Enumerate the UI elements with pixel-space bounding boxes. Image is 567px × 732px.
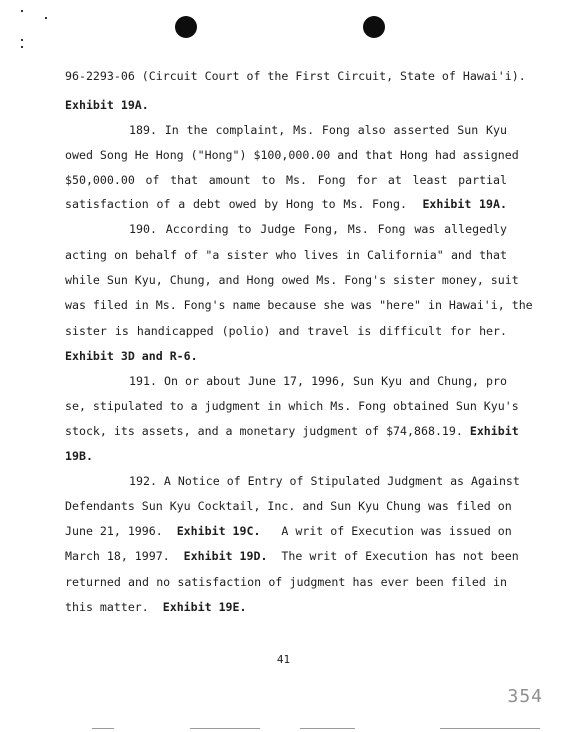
text-run: se, stipulated to a judgment in which Ms. Fong obtained Sun Kyu's — [65, 399, 519, 413]
footer-rule — [190, 728, 260, 729]
text-run: The writ of Execution has not been — [267, 549, 519, 563]
text-line — [65, 474, 520, 488]
text-run: owed Song He Hong ("Hong") $100,000.00 and that Hong had assigned — [65, 148, 519, 162]
exhibit-reference: Exhibit 3D and R-6. — [65, 349, 198, 363]
scan-speck — [21, 39, 23, 41]
text-run: 190. According to Judge Fong, Ms. Fong was allegedly — [129, 222, 507, 236]
text-run: stock, its assets, and a monetary judgment of $74,868.19. — [65, 424, 470, 438]
text-line — [65, 173, 507, 187]
text-run: June 21, 1996. — [65, 524, 177, 538]
exhibit-reference: Exhibit 19A. — [422, 197, 507, 211]
text-run: Defendants Sun Kyu Cocktail, Inc. and Sun Kyu Chung was filed on — [65, 499, 512, 513]
punch-hole-right — [363, 16, 385, 38]
exhibit-reference: Exhibit 19A. — [65, 98, 149, 112]
page-number: 41 — [276, 653, 291, 666]
scan-speck — [45, 17, 47, 19]
text-line — [65, 399, 519, 413]
text-line — [65, 98, 149, 112]
text-line — [65, 148, 519, 162]
text-line — [65, 549, 519, 563]
text-run: while Sun Kyu, Chung, and Hong owed Ms. Fong's sister money, suit — [65, 273, 519, 287]
text-line — [65, 449, 93, 463]
text-run: satisfaction of a debt owed by Hong to Ms. Fong. — [65, 197, 423, 211]
text-line — [65, 298, 533, 312]
footer-rule — [300, 728, 355, 729]
text-run: 96-2293-06 (Circuit Court of the First Circuit, State of Hawai'i). — [65, 69, 526, 83]
text-line — [65, 600, 247, 614]
text-run: $50,000.00 of that amount to Ms. Fong for at least partial — [65, 173, 507, 187]
footer-rule — [440, 728, 540, 729]
text-line — [65, 248, 507, 262]
text-run: 189. In the complaint, Ms. Fong also asserted Sun Kyu — [129, 123, 507, 137]
text-run: sister is handicapped (polio) and travel is difficult for her. — [65, 324, 507, 338]
text-line — [65, 324, 507, 338]
text-run: was filed in Ms. Fong's name because she was "here" in Hawai'i, the — [65, 298, 533, 312]
text-run: 192. A Notice of Entry of Stipulated Judgment as Against — [129, 474, 520, 488]
footer-rule — [92, 728, 114, 729]
text-line — [65, 524, 512, 538]
text-line — [65, 123, 507, 137]
text-run: A writ of Execution was issued on — [260, 524, 512, 538]
text-run: 191. On or about June 17, 1996, Sun Kyu and Chung, pro — [129, 374, 507, 388]
exhibit-reference: Exhibit 19D. — [183, 549, 268, 563]
text-line — [65, 197, 507, 211]
text-line — [65, 374, 507, 388]
text-line — [65, 273, 519, 287]
text-line — [65, 499, 512, 513]
scan-speck — [21, 10, 23, 12]
exhibit-reference: 19B. — [65, 449, 93, 463]
bates-stamp: 354 — [507, 686, 543, 707]
text-line — [65, 575, 507, 589]
text-run: returned and no satisfaction of judgment has ever been filed in — [65, 575, 507, 589]
text-line — [65, 424, 519, 438]
text-run: acting on behalf of "a sister who lives in California" and that — [65, 248, 507, 262]
text-run: this matter. — [65, 600, 163, 614]
text-line — [65, 69, 526, 83]
scan-speck — [21, 46, 23, 48]
text-run: March 18, 1997. — [65, 549, 184, 563]
exhibit-reference: Exhibit 19C. — [176, 524, 261, 538]
text-line — [65, 349, 198, 363]
punch-hole-left — [175, 16, 197, 38]
exhibit-reference: Exhibit 19E. — [162, 600, 247, 614]
exhibit-reference: Exhibit — [469, 424, 519, 438]
text-line — [65, 222, 507, 236]
